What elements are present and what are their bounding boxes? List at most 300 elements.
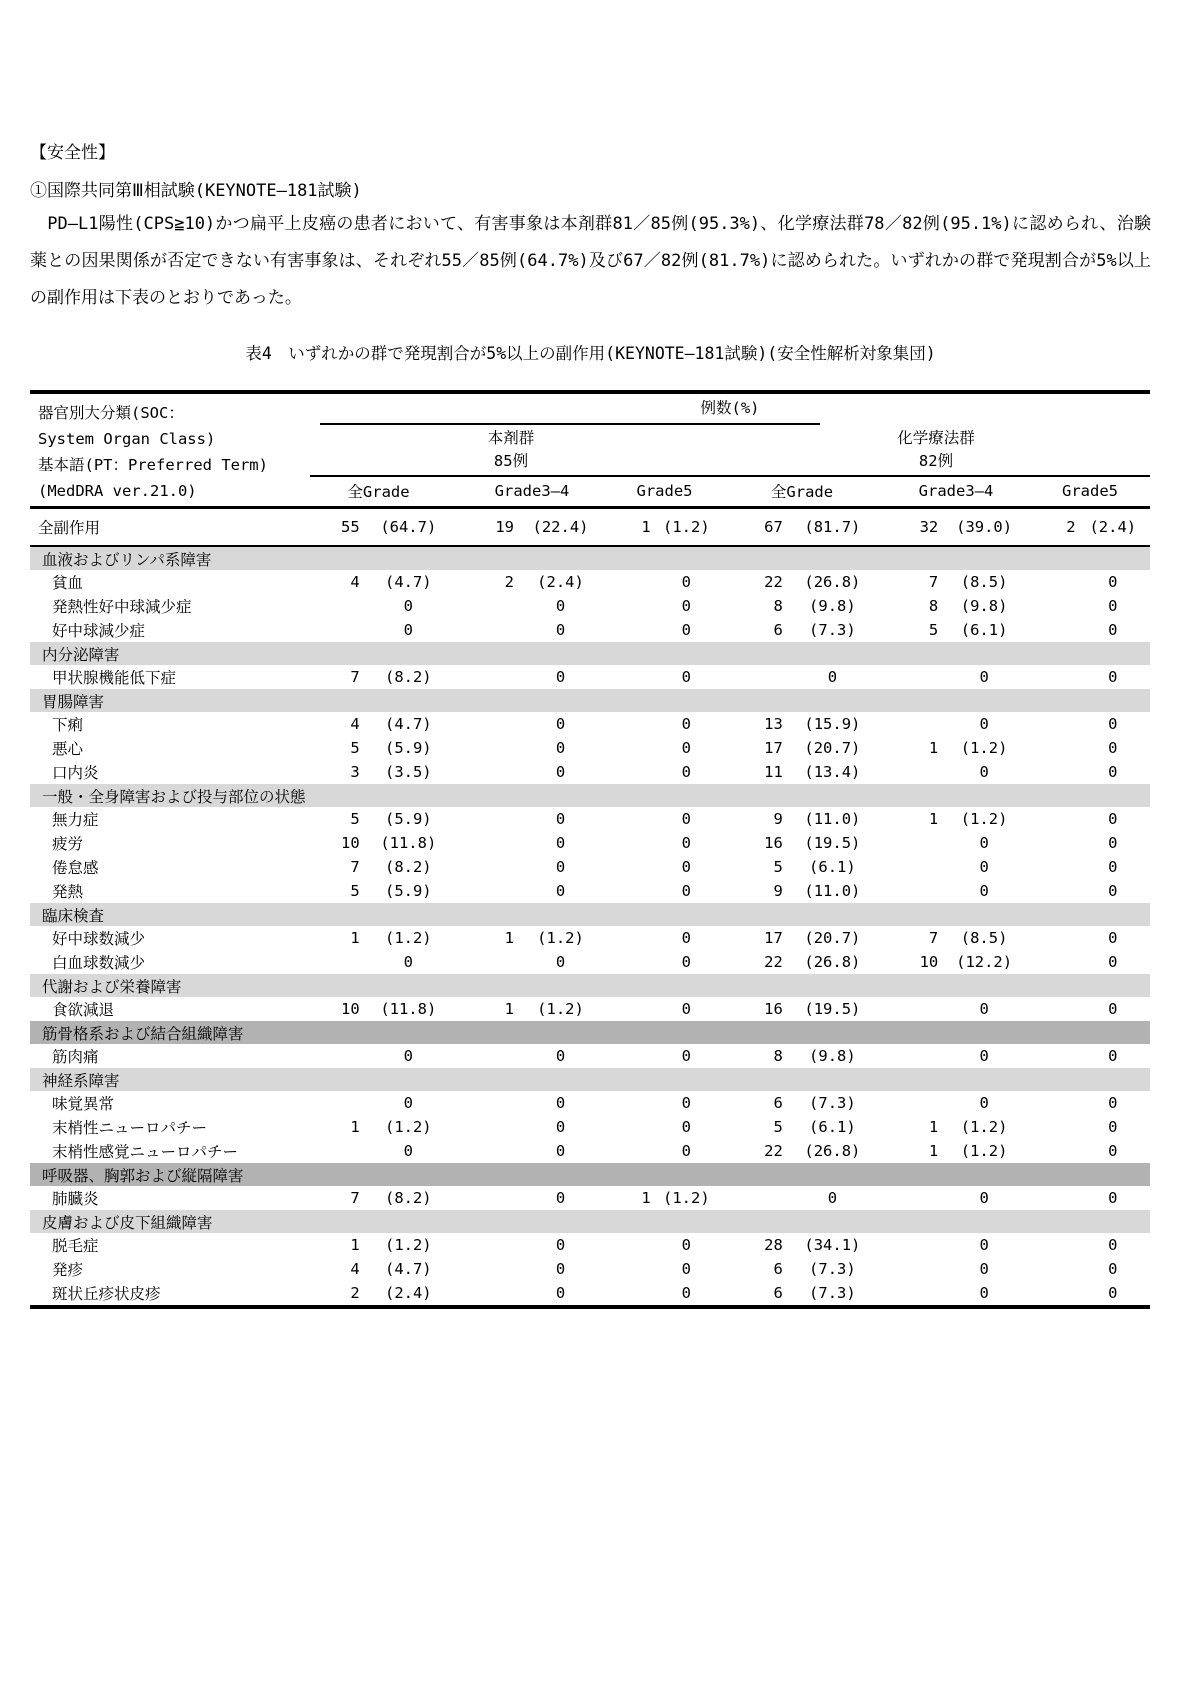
value-cell <box>607 573 722 591</box>
value-cell <box>607 1000 722 1018</box>
percent-value: 0 <box>681 1284 691 1302</box>
percent-value: 0 <box>555 882 566 900</box>
value-cell <box>722 597 882 615</box>
grade-column-header: 全Grade <box>347 483 410 501</box>
percent-value: 0 <box>403 597 413 615</box>
value-cell <box>1030 810 1150 828</box>
count-value: 1 <box>928 1142 939 1160</box>
percent-value: 0 <box>555 858 566 876</box>
value-cell <box>1030 739 1150 757</box>
count-value: 19 <box>495 518 514 536</box>
percent-value: 0 <box>979 1284 989 1302</box>
pt-term-label: 脱毛症 <box>52 1237 99 1255</box>
percent-value: 0 <box>555 1118 566 1136</box>
count-value: 8 <box>773 597 783 615</box>
percent-value: (19.5) <box>804 834 861 852</box>
percent-value: 0 <box>979 1047 989 1065</box>
value-cell <box>882 953 1030 971</box>
value-cell <box>457 858 607 876</box>
table-row <box>30 855 1150 879</box>
pt-term-label: 白血球数減少 <box>52 954 146 972</box>
table-row <box>30 1091 1150 1115</box>
count-value: 32 <box>919 518 939 536</box>
value-cell <box>607 1094 722 1112</box>
count-value: 55 <box>340 518 360 536</box>
grade-column-header: Grade3—4 <box>918 482 994 500</box>
percent-value: 0 <box>1108 1260 1118 1278</box>
percent-value: (3.5) <box>384 763 432 781</box>
value-cell <box>1030 1000 1150 1018</box>
value-cell <box>1030 668 1150 686</box>
value-cell <box>722 621 882 639</box>
value-cell <box>882 763 1030 781</box>
table-row <box>30 1257 1150 1281</box>
meddra-version-line: (MedDRA ver.21.0) <box>38 482 197 500</box>
group-header-drug-arm <box>300 427 722 473</box>
count-value: 4 <box>350 573 360 591</box>
soc-section-row: 呼吸器、胸郭および縦隔障害 <box>30 1163 1150 1186</box>
value-cell <box>607 763 722 781</box>
value-cell <box>607 1260 722 1278</box>
percent-value: 0 <box>555 597 566 615</box>
percent-value: (4.7) <box>384 573 432 591</box>
grade-header-row <box>30 478 1150 504</box>
table-header <box>30 394 1150 509</box>
group-header-chemo-arm <box>722 427 1150 473</box>
percent-value: 0 <box>681 834 691 852</box>
value-cell <box>722 668 882 686</box>
pt-term-label: 味覚異常 <box>52 1095 115 1113</box>
percent-value: (1.2) <box>960 1142 1008 1160</box>
percent-value: 0 <box>979 882 989 900</box>
percent-value: 0 <box>979 763 989 781</box>
value-cell <box>300 1000 457 1018</box>
value-cell <box>607 715 722 733</box>
count-value: 10 <box>340 1000 360 1018</box>
percent-value: 0 <box>681 1236 691 1254</box>
percent-value: 0 <box>555 1189 566 1207</box>
value-cell <box>1030 882 1150 900</box>
value-cell <box>300 668 457 686</box>
percent-value: 0 <box>555 1260 566 1278</box>
table-row <box>30 618 1150 642</box>
value-cell <box>722 573 882 591</box>
value-cell <box>300 834 457 852</box>
value-cell <box>457 621 607 639</box>
value-cell <box>882 715 1030 733</box>
value-cell <box>300 1189 457 1207</box>
value-cell <box>722 739 882 757</box>
value-cell <box>607 834 722 852</box>
value-cell <box>722 518 882 536</box>
count-value: 9 <box>773 810 783 828</box>
value-cell <box>607 858 722 876</box>
value-cell <box>300 858 457 876</box>
percent-value: (8.2) <box>384 1189 432 1207</box>
percent-value: 0 <box>681 1118 691 1136</box>
value-cell <box>607 668 722 686</box>
grade-column-header: Grade5 <box>1062 482 1118 500</box>
table-row <box>30 926 1150 950</box>
count-value: 22 <box>764 573 783 591</box>
value-cell <box>457 1047 607 1065</box>
soc-section-row: 皮膚および皮下組織障害 <box>30 1210 1150 1233</box>
percent-value: (7.3) <box>809 1094 856 1112</box>
table-body <box>30 509 1150 1305</box>
document-page <box>30 0 1151 1695</box>
soc-section-row: 神経系障害 <box>30 1068 1150 1091</box>
percent-value: 0 <box>1108 1236 1118 1254</box>
value-cell <box>722 882 882 900</box>
pt-term-label: 発熱 <box>52 883 84 901</box>
percent-value: 0 <box>403 953 413 971</box>
value-cell <box>607 1236 722 1254</box>
percent-value: (8.5) <box>960 573 1008 591</box>
percent-value: 0 <box>681 1142 691 1160</box>
percent-value: (6.1) <box>960 621 1008 639</box>
table-row <box>30 594 1150 618</box>
percent-value: 0 <box>681 668 691 686</box>
value-cell <box>457 1284 607 1302</box>
percent-value: 0 <box>1108 1047 1118 1065</box>
percent-value: (34.1) <box>804 1236 861 1254</box>
count-value: 10 <box>340 834 360 852</box>
value-cell <box>882 1189 1030 1207</box>
percent-value: 0 <box>1108 953 1118 971</box>
soc-section-row: 筋骨格系および結合組織障害 <box>30 1021 1150 1044</box>
total-adverse-reactions-label: 全副作用 <box>38 519 101 537</box>
percent-value: (2.4) <box>537 573 584 591</box>
percent-value: (5.9) <box>384 882 432 900</box>
percent-value: 0 <box>555 1047 566 1065</box>
count-value: 1 <box>504 1000 514 1018</box>
percent-value: (39.0) <box>956 518 1013 536</box>
value-cell <box>722 1118 882 1136</box>
percent-value: (26.8) <box>804 953 861 971</box>
table-title: 表4 いずれかの群で発現割合が5%以上の副作用(KEYNOTE—181試験)(安全性解析対象集団) <box>245 344 936 363</box>
value-cell <box>1030 953 1150 971</box>
value-cell <box>300 573 457 591</box>
table-row <box>30 665 1150 689</box>
value-cell <box>1030 763 1150 781</box>
value-cell <box>882 621 1030 639</box>
percent-value: 0 <box>681 621 691 639</box>
value-cell <box>607 1142 722 1160</box>
value-cell <box>1030 834 1150 852</box>
group-n-label: 82例 <box>918 452 954 470</box>
value-cell <box>300 1260 457 1278</box>
pt-term-label: 貧血 <box>52 574 84 592</box>
percent-value: (81.7) <box>804 518 861 536</box>
pt-term-label: 甲状腺機能低下症 <box>52 669 177 687</box>
percent-value: (7.3) <box>809 621 856 639</box>
count-value: 22 <box>764 1142 783 1160</box>
value-cell <box>722 1094 882 1112</box>
adverse-reactions-table <box>30 390 1150 1309</box>
value-cell <box>882 573 1030 591</box>
soc-section-row: 一般・全身障害および投与部位の状態 <box>30 784 1150 807</box>
value-cell <box>300 715 457 733</box>
count-value: 5 <box>350 739 360 757</box>
percent-value: 0 <box>1108 739 1118 757</box>
value-cell <box>882 1000 1030 1018</box>
soc-section-row: 胃腸障害 <box>30 689 1150 712</box>
count-value: 7 <box>350 668 360 686</box>
value-cell <box>722 1260 882 1278</box>
percent-value: 0 <box>681 929 691 947</box>
value-cell <box>457 1142 607 1160</box>
value-cell <box>722 858 882 876</box>
value-cell <box>882 834 1030 852</box>
value-cell <box>300 882 457 900</box>
count-value: 16 <box>764 1000 783 1018</box>
percent-value: (4.7) <box>384 715 432 733</box>
safety-section-heading: 【安全性】 <box>30 143 115 163</box>
percent-value: (20.7) <box>804 739 861 757</box>
value-cell <box>882 882 1030 900</box>
value-cell <box>722 1284 882 1302</box>
count-value: 5 <box>350 882 360 900</box>
count-value: 5 <box>928 621 939 639</box>
value-cell <box>882 1118 1030 1136</box>
value-cell <box>457 1118 607 1136</box>
safety-summary-paragraph: PD—L1陽性(CPS≧10)かつ扁平上皮癌の患者において、有害事象は本剤群81／85例(95.3%)、化学療法群78／82例(95.1%)に認められ、治験薬との因果関係が否定できない有害事象は、それぞれ55／85例(64.7%)及び67／82例(81.7%)に認められた。いずれかの群で発現割合が5%以上の副作用は下表のとおりであった。 <box>30 214 1151 308</box>
percent-value: (1.2) <box>384 1236 432 1254</box>
percent-value: 0 <box>555 621 566 639</box>
percent-value: 0 <box>555 715 566 733</box>
value-cell <box>300 1094 457 1112</box>
value-cell <box>607 953 722 971</box>
count-value: 28 <box>764 1236 783 1254</box>
percent-value: (6.1) <box>809 858 856 876</box>
pt-term-label: 斑状丘疹状皮疹 <box>52 1285 161 1303</box>
value-cell <box>300 1236 457 1254</box>
value-cell <box>607 1284 722 1302</box>
value-cell <box>607 882 722 900</box>
percent-value: 0 <box>555 1094 566 1112</box>
table-row <box>30 879 1150 903</box>
percent-value: 0 <box>681 763 691 781</box>
percent-value: (9.8) <box>960 597 1008 615</box>
count-value: 5 <box>773 1118 783 1136</box>
pt-term-label: 末梢性ニューロパチー <box>52 1119 208 1137</box>
value-cell <box>882 929 1030 947</box>
value-cell <box>882 1047 1030 1065</box>
value-cell <box>457 739 607 757</box>
percent-value: 0 <box>681 953 691 971</box>
percent-value: 0 <box>1108 1189 1118 1207</box>
percent-value: (1.2) <box>663 1189 710 1207</box>
percent-value: 0 <box>827 1189 838 1207</box>
value-cell <box>457 834 607 852</box>
soc-header-line: System Organ Class) <box>38 430 216 448</box>
count-value: 9 <box>773 882 783 900</box>
value-cell <box>1030 1236 1150 1254</box>
value-cell <box>457 882 607 900</box>
value-cell <box>607 1118 722 1136</box>
value-cell <box>300 1118 457 1136</box>
value-cell <box>1030 518 1150 536</box>
percent-value: 0 <box>681 739 691 757</box>
table-row <box>30 712 1150 736</box>
soc-section-row: 内分泌障害 <box>30 642 1150 665</box>
count-value: 22 <box>764 953 783 971</box>
value-cell <box>1030 1047 1150 1065</box>
percent-value: 0 <box>979 1094 989 1112</box>
soc-section-row: 代謝および栄養障害 <box>30 974 1150 997</box>
pt-term-label: 発熱性好中球減少症 <box>52 598 192 616</box>
percent-value: 0 <box>681 1094 691 1112</box>
percent-value: 0 <box>555 668 566 686</box>
value-cell <box>457 1000 607 1018</box>
percent-value: (7.3) <box>809 1284 856 1302</box>
percent-value: 0 <box>403 1047 413 1065</box>
count-value: 7 <box>928 573 939 591</box>
count-value: 1 <box>350 1118 360 1136</box>
value-cell <box>722 1000 882 1018</box>
grade-column-header: Grade5 <box>636 482 693 500</box>
percent-value: (9.8) <box>809 597 856 615</box>
unit-header-underline <box>320 423 820 425</box>
pt-term-label: 好中球数減少 <box>52 930 146 948</box>
count-value: 6 <box>773 1284 783 1302</box>
percent-value: 0 <box>979 1189 989 1207</box>
table-row <box>30 1281 1150 1305</box>
percent-value: 0 <box>1108 1094 1118 1112</box>
value-cell <box>607 739 722 757</box>
percent-value: 0 <box>555 739 566 757</box>
percent-value: (1.2) <box>537 929 584 947</box>
percent-value: (9.8) <box>809 1047 856 1065</box>
table-row <box>30 570 1150 594</box>
count-value: 5 <box>350 810 360 828</box>
pt-term-label: 無力症 <box>52 811 99 829</box>
count-value: 16 <box>764 834 783 852</box>
pt-term-label: 下痢 <box>52 716 84 734</box>
percent-value: (8.2) <box>384 858 432 876</box>
value-cell <box>882 668 1030 686</box>
percent-value: 0 <box>1108 810 1118 828</box>
percent-value: (2.4) <box>384 1284 432 1302</box>
value-cell <box>882 858 1030 876</box>
value-cell <box>882 739 1030 757</box>
percent-value: 0 <box>555 1236 566 1254</box>
value-cell <box>457 763 607 781</box>
value-cell <box>457 929 607 947</box>
value-cell <box>457 810 607 828</box>
percent-value: (26.8) <box>804 1142 861 1160</box>
value-cell <box>300 810 457 828</box>
percent-value: (2.4) <box>1089 518 1137 536</box>
percent-value: (11.8) <box>380 1000 437 1018</box>
percent-value: (8.5) <box>960 929 1008 947</box>
count-value: 11 <box>764 763 783 781</box>
value-cell <box>300 739 457 757</box>
count-value: 6 <box>773 1094 783 1112</box>
value-cell <box>300 763 457 781</box>
value-cell <box>722 929 882 947</box>
value-cell <box>457 1260 607 1278</box>
value-cell <box>882 1284 1030 1302</box>
value-cell <box>457 953 607 971</box>
count-value: 5 <box>773 858 783 876</box>
percent-value: 0 <box>979 668 989 686</box>
percent-value: 0 <box>403 1142 413 1160</box>
percent-value: (6.1) <box>809 1118 856 1136</box>
count-value: 10 <box>919 953 939 971</box>
percent-value: 0 <box>979 1236 989 1254</box>
value-cell <box>1030 715 1150 733</box>
value-cell <box>1030 1094 1150 1112</box>
pt-term-label: 筋肉痛 <box>52 1048 99 1066</box>
value-cell <box>722 763 882 781</box>
percent-value: 0 <box>681 573 691 591</box>
value-cell <box>882 597 1030 615</box>
value-cell <box>457 1189 607 1207</box>
grade-column-header: 全Grade <box>770 483 834 501</box>
value-cell <box>722 715 882 733</box>
value-cell <box>457 668 607 686</box>
percent-value: 0 <box>403 621 413 639</box>
percent-value: 0 <box>555 810 566 828</box>
percent-value: 0 <box>1108 1284 1118 1302</box>
percent-value: (20.7) <box>804 929 861 947</box>
percent-value: 0 <box>1108 597 1118 615</box>
value-cell <box>300 953 457 971</box>
value-cell <box>1030 1260 1150 1278</box>
value-cell <box>722 834 882 852</box>
value-cell <box>1030 1118 1150 1136</box>
value-cell <box>882 1094 1030 1112</box>
pt-term-label: 好中球減少症 <box>52 622 146 640</box>
percent-value: 0 <box>979 858 989 876</box>
value-cell <box>607 597 722 615</box>
percent-value: (64.7) <box>380 518 437 536</box>
value-cell <box>1030 573 1150 591</box>
percent-value: (1.2) <box>960 739 1008 757</box>
count-value: 1 <box>928 739 939 757</box>
value-cell <box>722 810 882 828</box>
percent-value: (8.2) <box>384 668 432 686</box>
table-row <box>30 950 1150 974</box>
percent-value: 0 <box>1108 1142 1118 1160</box>
value-cell <box>457 573 607 591</box>
percent-value: 0 <box>681 1047 691 1065</box>
value-cell <box>300 621 457 639</box>
percent-value: 0 <box>979 1000 989 1018</box>
pt-term-label: 悪心 <box>52 740 84 758</box>
table-row <box>30 807 1150 831</box>
percent-value: 0 <box>1108 882 1118 900</box>
value-cell <box>1030 1142 1150 1160</box>
value-cell <box>300 597 457 615</box>
percent-value: 0 <box>979 1260 989 1278</box>
pt-term-label: 発疹 <box>52 1261 84 1279</box>
table-row <box>30 1115 1150 1139</box>
value-cell <box>457 1236 607 1254</box>
value-cell <box>882 810 1030 828</box>
value-cell <box>457 715 607 733</box>
percent-value: 0 <box>681 882 691 900</box>
percent-value: 0 <box>827 668 838 686</box>
value-cell <box>300 518 457 536</box>
count-value: 17 <box>764 739 783 757</box>
value-cell <box>607 929 722 947</box>
count-value: 2 <box>1066 518 1076 536</box>
table-row <box>30 831 1150 855</box>
count-value: 1 <box>928 810 939 828</box>
value-cell <box>722 1189 882 1207</box>
